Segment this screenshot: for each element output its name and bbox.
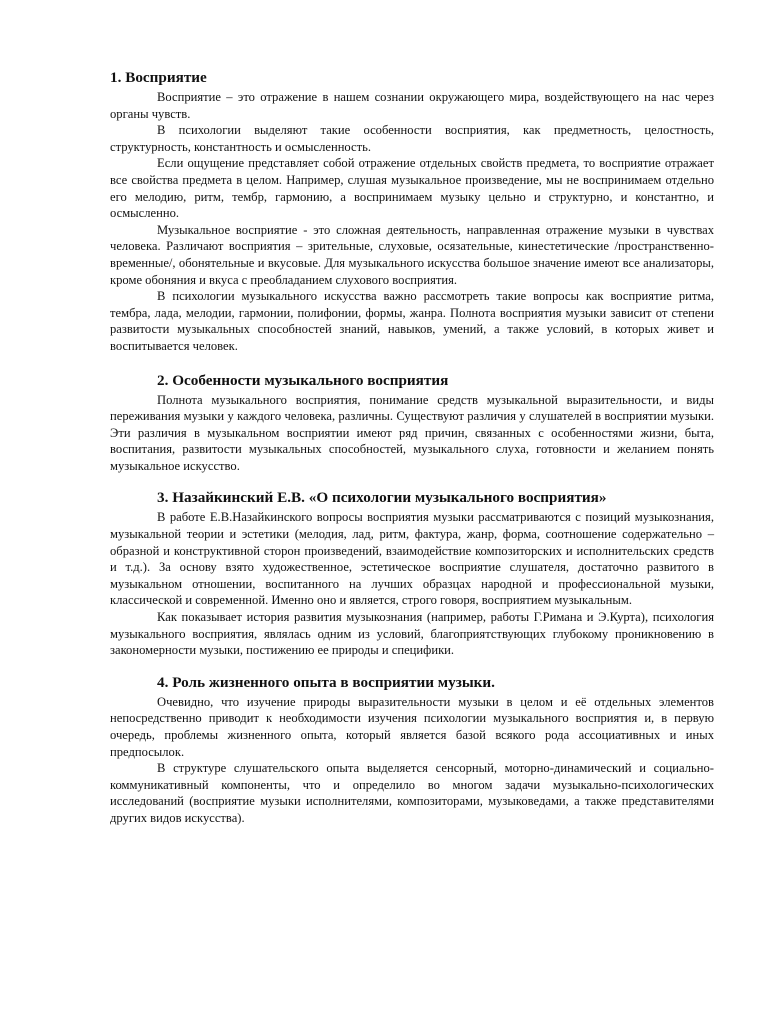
section-heading: 3. Назайкинский Е.В. «О психологии музыкального восприятия»: [157, 489, 607, 507]
section-heading: 4. Роль жизненного опыта в восприятии музыки.: [157, 673, 495, 691]
section-perception: [110, 68, 714, 355]
paragraph: В психологии музыкального искусства важно рассмотреть такие вопросы как восприятие ритма, тембра, лада, мелодии, гармонии, полифонии, формы, жанра. Полнота восприятия музыки зависит от степени развитости музыкальных способностей знаний, навыков, умений, а также условий, в которых живет и воспитывается человек.: [110, 289, 714, 353]
paragraph: В работе Е.В.Назайкинского вопросы восприятия музыки рассматриваются с позиций музыкознания, музыкальной теории и эстетики (мелодия, лад, ритм, фактура, жанр, форма, соотношение содержательно – образной и конструктивной сторон произведений, взаимодействие композиторских и исполнительских средств и т.д.). За основу взято художественное, эстетическое восприятие слушателя, достаточно развитого в музыкальном отношении, воспитанного на лучших образцах народной и профессиональной музыки, классической и современной. Именно оно и является, строго говоря, восприятием музыкальным.: [110, 510, 714, 608]
section-heading: 2. Особенности музыкального восприятия: [157, 371, 449, 389]
section-music-perception-features: [110, 371, 714, 475]
section-nazaykinsky: [110, 488, 714, 658]
paragraph: Восприятие – это отражение в нашем сознании окружающего мира, воздействующего на нас через органы чувств.: [110, 90, 714, 121]
paragraph: Как показывает история развития музыкознания (например, работы Г.Римана и Э.Курта), психология музыкального восприятия, являлась одним из условий, благоприятствующих глубокому проникновению в закономерности музыки, постижению ее природы и специфики.: [110, 610, 714, 658]
paragraph: В психологии выделяют такие особенности восприятия, как предметность, целостность, структурность, константность и осмысленность.: [110, 123, 714, 154]
paragraph: Очевидно, что изучение природы выразительности музыки в целом и её отдельных элементов непосредственно приводит к необходимости изучения психологии музыкального восприятия и, в первую очередь, проблемы жизненного опыта, который является базой всякого рода ассоциативных и иных предпосылок.: [110, 694, 714, 759]
section-heading: 1. Восприятие: [110, 69, 207, 86]
paragraph: Если ощущение представляет собой отражение отдельных свойств предмета, то восприятие отражает все свойства предмета в целом. Например, слушая музыкальное произведение, мы не воспринимаем отдельно его мелодию, ритм, тембр, гармонию, а воспринимаем музыку цельно и структурно, и константно, и осмысленно.: [110, 156, 714, 221]
paragraph: Полнота музыкального восприятия, понимание средств музыкальной выразительности, и виды переживания музыки у каждого человека, различны. Существуют различия у слушателей в восприятии музыки. Эти различия в музыкальном восприятии имеют ряд причин, связанных с особенностями жизни, быта, воспитания, развитости музыкальных способностей, музыкального слуха, готовности и желанием понять музыкальное искусство.: [110, 392, 714, 473]
paragraph: В структуре слушательского опыта выделяется сенсорный, моторно-динамический и социально-коммуникативный компоненты, что и определило во многом задачи музыкально-психологических исследований (восприятие музыки исполнителями, композиторами, музыковедами, а также представителями других видов искусства).: [110, 761, 714, 825]
section-life-experience: [110, 673, 714, 827]
paragraph: Музыкальное восприятие - это сложная деятельность, направленная отражение музыки в чувствах человека. Различают восприятия – зрительные, слуховые, осязательные, кинестетические /пространственно-временные/, обонятельные и вкусовые. Для музыкального искусства большое значение имеют все анализаторы, кроме обоняния и вкуса с преобладанием слухового восприятия.: [110, 222, 714, 287]
